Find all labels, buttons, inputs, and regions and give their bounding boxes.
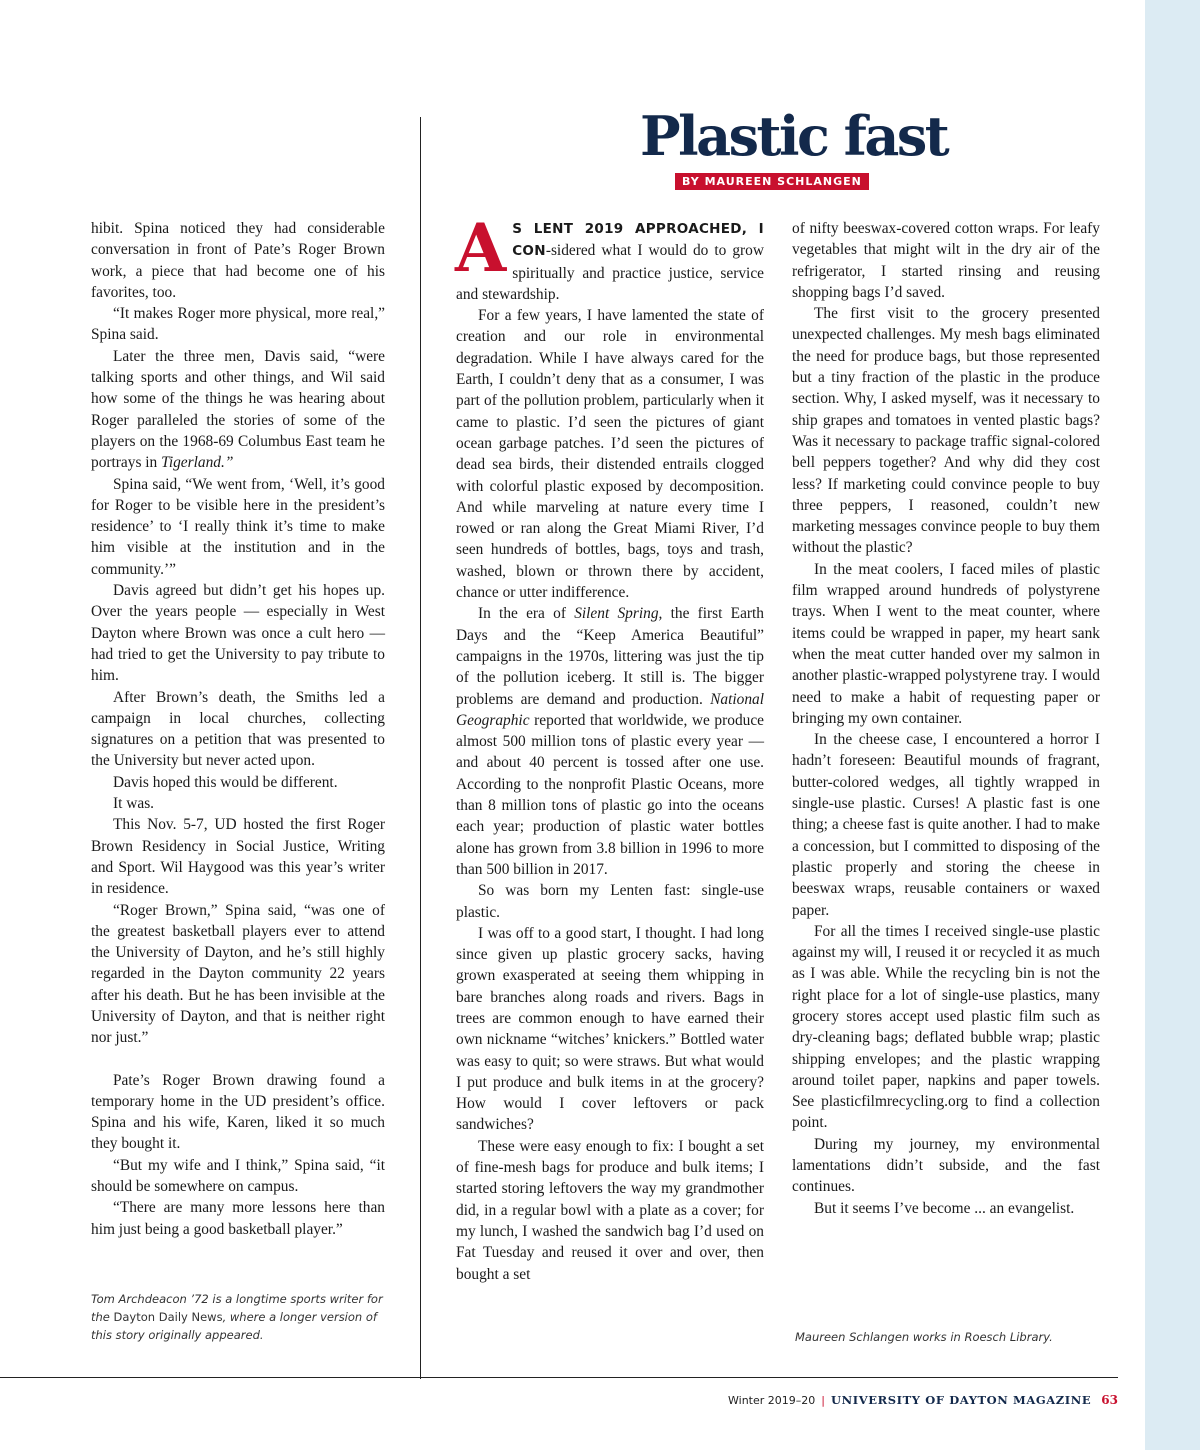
previous-article-credit: Tom Archdeacon ’72 is a longtime sports writer for the Dayton Daily News, where a longer version of this story originally appeared.	[91, 1292, 383, 1342]
paragraph: Davis hoped this would be different.	[113, 773, 338, 791]
paragraph: During my journey, my environmental lamentations didn’t subside, and the fast continues.	[792, 1135, 1100, 1196]
paragraph: These were easy enough to fix: I bought a set of fine-mesh bags for produce and bulk items; I started storing leftovers the way my grandmother did, in a regular bowl with a plate as a cover; for my lunch, I washed the sandwich bag I’d used on Fat Tuesday and reused it over and over, then bought a set	[456, 1137, 764, 1283]
article-title: Plastic fast	[640, 104, 948, 168]
article-column-1	[455, 209, 765, 1285]
paragraph: After Brown’s death, the Smiths led a campaign in local churches, collecting signatures on a petition that was presented to the University but never acted upon.	[91, 688, 385, 770]
byline-badge: BY MAUREEN SCHLANGEN	[675, 173, 869, 190]
column-divider	[420, 117, 421, 1379]
paragraph: The first visit to the grocery presented unexpected challenges. My mesh bags eliminated the need for produce bags, but those represented but a tiny fraction of the plastic in the produce section. Why, I asked myself, was it necessary to ship grapes and tomatoes in vented plastic bags? Was it necessary to package traffic signal-colored bell peppers together? And why did they cost less? If marketing could convince people to buy three peppers, I reasoned, couldn’t new marketing messages convince people to buy them without the plastic?	[792, 305, 1100, 557]
paragraph: Later the three men, Davis said, “were talking sports and other things, and Wil said how some of the things he was hearing about Roger paralleled the stories of some of the players on the 1968-69 Columbus East team he portrays in Tigerland.”	[91, 347, 385, 472]
page-footer	[728, 1393, 1118, 1407]
issue-date: Winter 2019–20	[728, 1394, 816, 1407]
lead-paragraph: A S LENT 2019 APPROACHED, I CON-sidered what I would do to grow spiritually and practice justice, service and stewardship.	[455, 209, 764, 303]
lead-in: S LENT 2019 APPROACHED, I CON	[512, 221, 764, 260]
paragraph: “There are many more lessons here than him just being a good basketball player.”	[91, 1199, 385, 1238]
paragraph: For all the times I received single-use plastic against my will, I reused it or recycled it as much as I was able. While the recycling bin is not the right place for a lot of single-use plastics, many grocery stores accept used plastic film such as dry-cleaning bags; deflated bubble wrap; plastic shipping envelopes; and the plastic wrapping around toilet paper, napkins and paper towels. See plasticfilmrecycling.org to find a collection point.	[792, 922, 1100, 1132]
paragraph: Pate’s Roger Brown drawing found a temporary home in the UD president’s office. Spina and his wife, Karen, liked it so much they bought it.	[91, 1071, 385, 1153]
paragraph: “Roger Brown,” Spina said, “was one of the greatest basketball players ever to attend the University of Dayton, and he’s still highly regarded in the Dayton community 22 years after his death. But he has been invisible at the University of Dayton, and that is neither right nor just.”	[91, 901, 385, 1047]
paragraph: But it seems I’ve become ... an evangelist.	[814, 1199, 1075, 1217]
paragraph: “It makes Roger more physical, more real,” Spina said.	[91, 305, 385, 344]
paragraph: So was born my Lenten fast: single-use plastic.	[456, 882, 764, 921]
previous-article-column	[91, 218, 385, 1240]
paragraph: Davis agreed but didn’t get his hopes up. Over the years people — especially in West Dayton where Brown was once a cult hero — had tried to get the University to pay tribute to him.	[91, 582, 385, 685]
paragraph: I was off to a good start, I thought. I had long since given up plastic grocery sacks, having grown exasperated at seeing them whipping in bare branches along roads and rivers. Bags in trees are common enough to have earned their own nickname “witches’ knickers.” Bottled water was easy to quit; so were straws. But what would I put produce and bulk items in at the grocery? How would I cover leftovers or pack sandwiches?	[456, 924, 764, 1134]
paragraph: Spina said, “We went from, ‘Well, it’s good for Roger to be visible here in the president’s residence’ to ‘I really think it’s time to make him visible at the institution and in the community.’”	[91, 475, 385, 578]
footer-rule	[0, 1377, 1118, 1378]
paragraph: In the cheese case, I encountered a horror I hadn’t foreseen: Beautiful mounds of fragrant, butter-colored wedges, all tightly wrapped in single-use plastic. Curses! A plastic fast is one thing; a cheese fast is quite another. I had to make a concession, but I committed to disposing of the plastic properly and storing the cheese in beeswax wraps, reusable containers or waxed paper.	[792, 731, 1100, 919]
paragraph: This Nov. 5-7, UD hosted the first Roger Brown Residency in Social Justice, Writing and Sport. Wil Haygood was this year’s writer in residence.	[91, 816, 385, 898]
author-credit: Maureen Schlangen works in Roesch Library.	[795, 1330, 1053, 1344]
paragraph: It was.	[113, 795, 155, 813]
drop-cap: A	[455, 209, 507, 287]
side-color-strip	[1145, 0, 1200, 1450]
page-number: 63	[1101, 1393, 1118, 1407]
paragraph: of nifty beeswax-covered cotton wraps. For leafy vegetables that might wilt in the dry air of the refrigerator, I started rinsing and reusing shopping bags I’d saved.	[792, 220, 1100, 301]
paragraph: In the meat coolers, I faced miles of plastic film wrapped around hundreds of polystyrene trays. When I went to the meat counter, where items could be wrapped in paper, my heart sank when the meat cutter handed over my salmon in another plastic-wrapped polystyrene tray. I would need to make a habit of requesting paper or bringing my own container.	[792, 560, 1100, 727]
footer-separator: |	[821, 1394, 825, 1407]
magazine-name: UNIVERSITY OF DAYTON MAGAZINE	[830, 1393, 1092, 1407]
paragraph: For a few years, I have lamented the state of creation and our role in environmental degradation. While I have always cared for the Earth, I couldn’t deny that as a consumer, I was part of the pollution problem, particularly when it came to plastic. I’d seen the pictures of giant ocean garbage patches. I’d seen the pictures of dead sea birds, their distended entrails clogged with colorful plastic exposed by decomposition. And while marveling at nature every time I rowed or ran along the Great Miami River, I’d seen hundreds of bottles, bags, toys and trash, washed, blown or thrown there by accident, chance or utter indifference.	[456, 307, 764, 602]
paragraph: In the era of Silent Spring, the first Earth Days and the “Keep America Beautiful” campaigns in the 1970s, littering was just the tip of the pollution iceberg. It still is. The bigger problems are demand and production. National Geographic reported that worldwide, we produce almost 500 million tons of plastic every year — and about 40 percent is tossed after one use. According to the nonprofit Plastic Oceans, more than 8 million tons of plastic go into the oceans each year; production of plastic water bottles alone has grown from 3.8 billion in 1996 to more than 500 billion in 2017.	[456, 605, 765, 878]
paragraph: hibit. Spina noticed they had considerable conversation in front of Pate’s Roger Brown work, a piece that had become one of his favorites, too.	[91, 220, 385, 301]
article-column-2	[792, 218, 1100, 1219]
paragraph: “But my wife and I think,” Spina said, “it should be somewhere on campus.	[91, 1156, 385, 1196]
